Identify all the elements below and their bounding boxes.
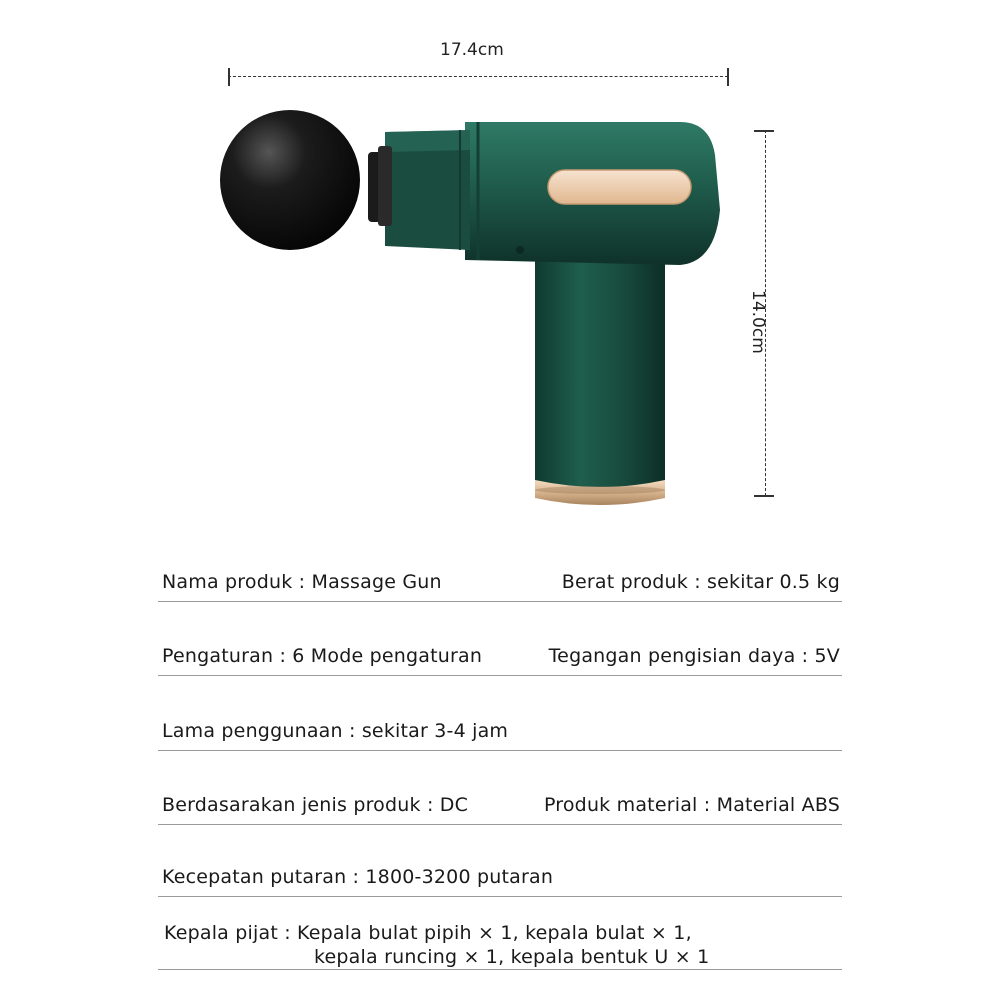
width-dimension-label: 17.4cm <box>440 40 504 60</box>
spec-material: Produk material : Material ABS <box>543 794 840 816</box>
spec-massage-heads-line1: Kepala pijat : Kepala bulat pipih × 1, kepala bulat × 1, <box>164 922 692 944</box>
spec-charging-voltage: Tegangan pengisian daya : 5V <box>548 645 840 667</box>
spec-settings: Pengaturan : 6 Mode pengaturan <box>162 645 483 667</box>
spec-massage-heads-line2: kepala runcing × 1, kepala bentuk U × 1 <box>314 946 710 968</box>
height-dimension-label: 14.0cm <box>748 290 768 354</box>
spec-product-weight: Berat produk : sekitar 0.5 kg <box>561 571 840 593</box>
spec-row-massage-heads <box>158 922 842 970</box>
spec-row-name-weight <box>158 571 842 602</box>
height-dimension-cap-top <box>754 130 774 132</box>
spec-usage-time: Lama penggunaan : sekitar 3-4 jam <box>162 720 509 742</box>
width-dimension-cap-right <box>727 68 729 86</box>
handle <box>535 240 665 505</box>
spec-product-name: Nama produk : Massage Gun <box>162 571 442 593</box>
spec-row-settings-voltage <box>158 645 842 676</box>
spec-row-type-material <box>158 794 842 825</box>
height-dimension-cap-bottom <box>754 495 774 497</box>
ball-head <box>220 110 360 250</box>
spec-rotation-speed: Kecepatan putaran : 1800-3200 putaran <box>162 866 554 888</box>
shaft <box>368 146 392 226</box>
barrel <box>385 122 720 265</box>
spec-product-type: Berdasarakan jenis produk : DC <box>162 794 469 816</box>
width-dimension-line <box>228 76 728 77</box>
width-dimension-cap-left <box>228 68 230 86</box>
massage-gun-image <box>210 90 730 510</box>
spec-row-usage-time <box>158 720 842 751</box>
spec-row-rotation-speed <box>158 866 842 897</box>
